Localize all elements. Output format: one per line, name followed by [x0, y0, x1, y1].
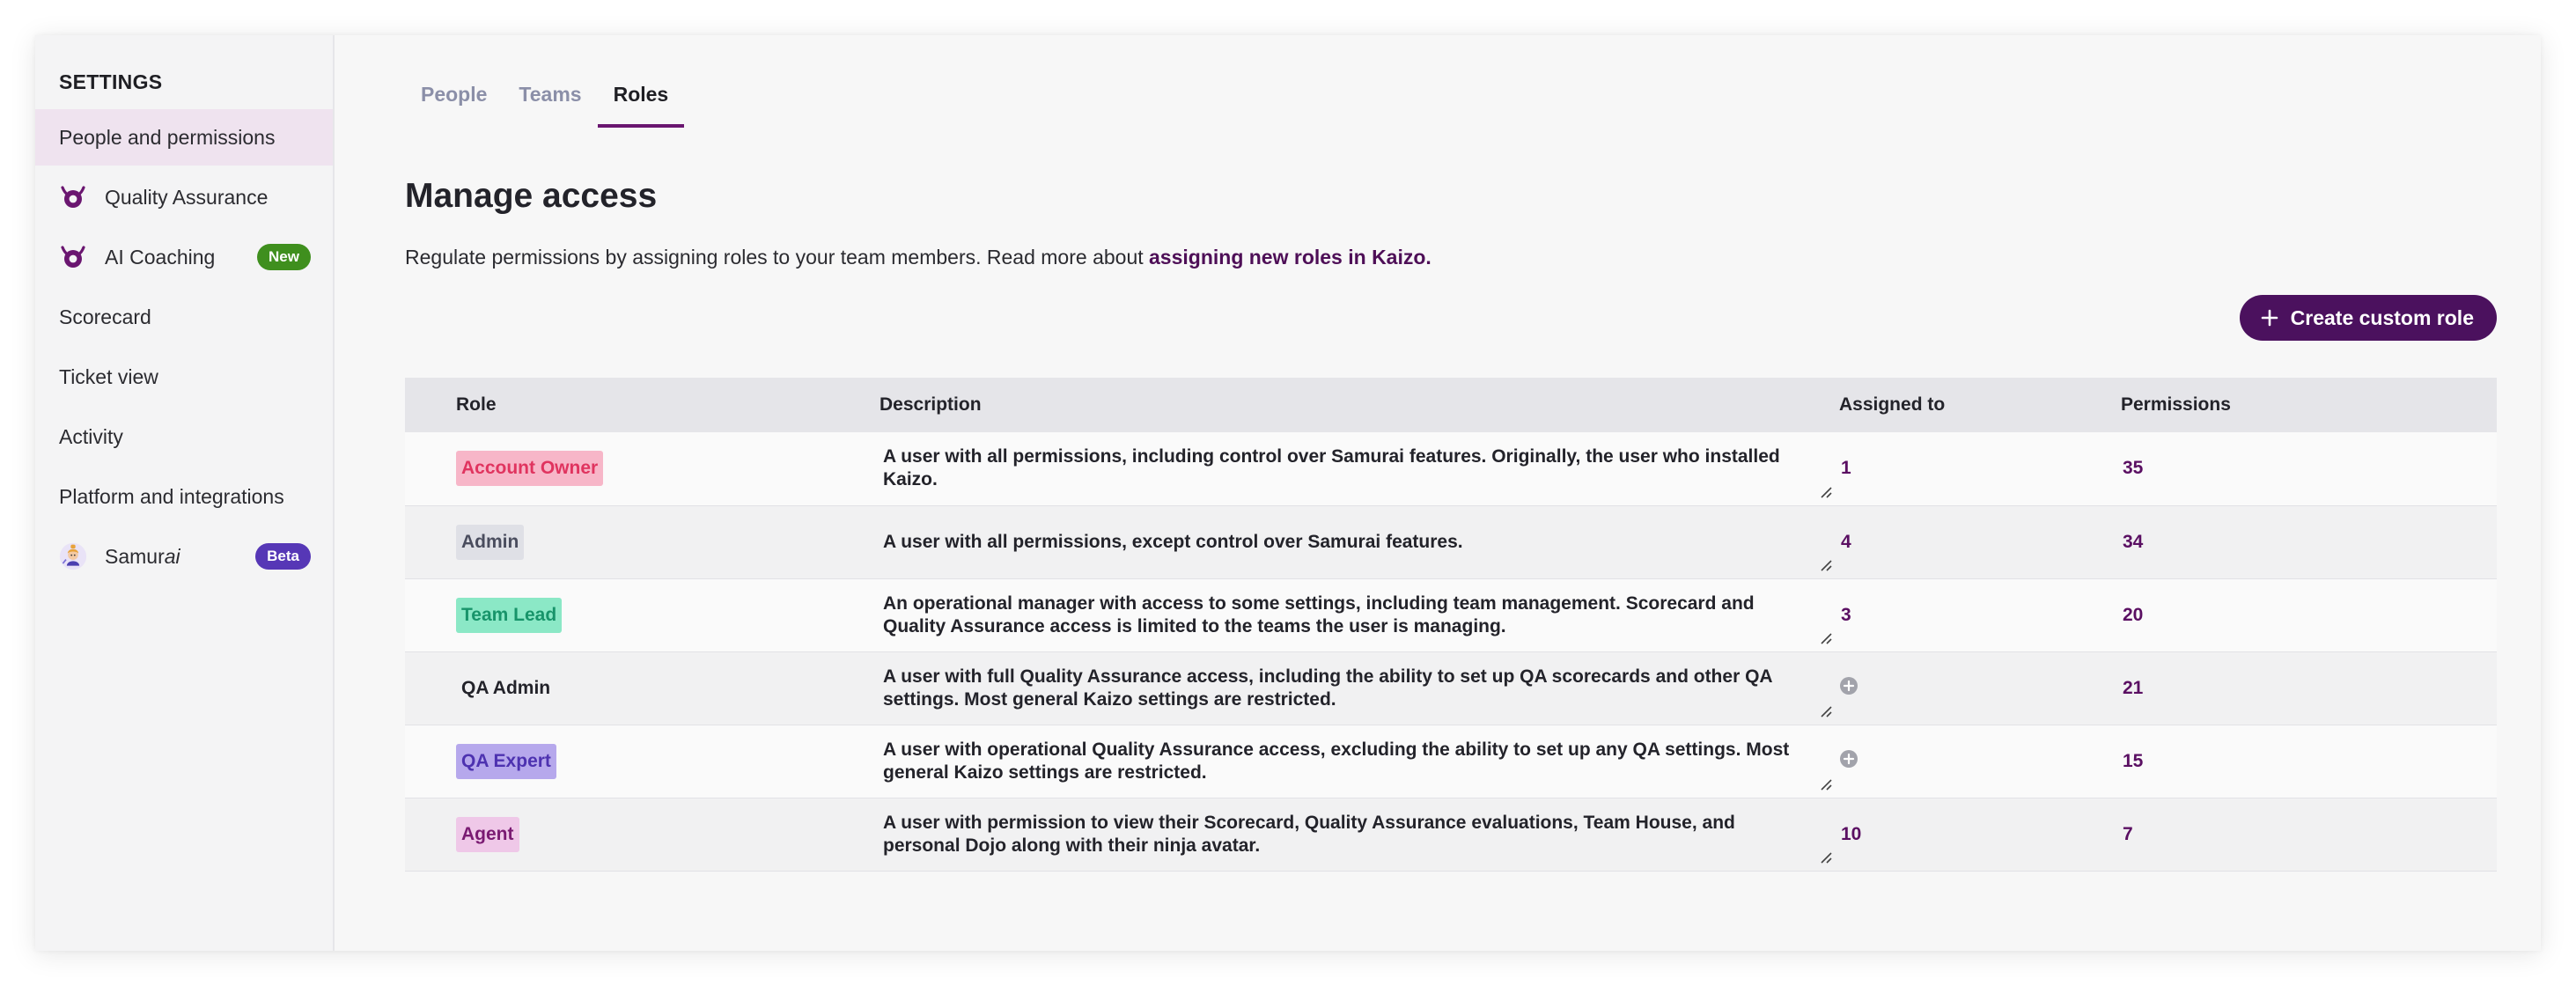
add-assignee-icon[interactable]: [1839, 749, 1858, 769]
sidebar-item-label: People and permissions: [59, 125, 276, 149]
tab-roles[interactable]: Roles: [598, 83, 685, 128]
sidebar-item-label: Scorecard: [59, 305, 151, 328]
sidebar-item-ai-coaching[interactable]: [35, 229, 333, 285]
permissions-count[interactable]: 21: [2123, 677, 2144, 698]
plus-icon: [2261, 309, 2278, 327]
permissions-count[interactable]: 15: [2123, 750, 2144, 771]
assigned-count[interactable]: 10: [1841, 823, 1862, 844]
roles-table: [405, 378, 2497, 872]
sidebar-item-platform-and-integrations[interactable]: [35, 468, 333, 525]
sidebar-item-label: Quality Assurance: [105, 185, 269, 209]
app-window: [35, 35, 2541, 951]
new-badge: New: [257, 244, 311, 270]
permissions-count[interactable]: 35: [2123, 458, 2144, 479]
role-description[interactable]: A user with operational Quality Assurance access, excluding the ability to set up any QA settings. Most general Kaizo settings are restricted.: [883, 739, 1790, 783]
tab-teams[interactable]: Teams: [519, 83, 582, 106]
settings-tabs: [405, 35, 2497, 128]
sidebar-item-activity[interactable]: [35, 408, 333, 465]
table-row[interactable]: [405, 578, 2497, 651]
role-badge[interactable]: Agent: [456, 817, 519, 852]
assigned-count[interactable]: 4: [1841, 531, 1851, 552]
sidebar-item-samurai[interactable]: [35, 528, 333, 585]
page-title: Manage access: [405, 177, 658, 215]
role-badge[interactable]: Admin: [456, 525, 524, 560]
resize-handle-icon[interactable]: [1818, 630, 1832, 644]
page-description: [405, 246, 2497, 272]
role-badge[interactable]: QA Admin: [461, 677, 551, 698]
role-description[interactable]: A user with all permissions, except control over Samurai features.: [883, 531, 1463, 552]
create-custom-role-label: Create custom role: [2290, 305, 2474, 329]
table-row[interactable]: [405, 505, 2497, 578]
resize-handle-icon[interactable]: [1818, 484, 1832, 498]
sidebar-item-label: Activity: [59, 424, 123, 448]
role-badge[interactable]: QA Expert: [456, 744, 556, 779]
sidebar-item-quality-assurance[interactable]: [35, 169, 333, 225]
table-row[interactable]: [405, 651, 2497, 725]
resize-handle-icon[interactable]: [1818, 703, 1832, 717]
role-description[interactable]: A user with full Quality Assurance access, including the ability to set up QA scorecards and other QA settings. Most general Kaizo settings are restricted.: [883, 666, 1772, 710]
role-description[interactable]: A user with permission to view their Scorecard, Quality Assurance evaluations, Team House, and personal Dojo along with their ninja avatar.: [883, 812, 1735, 856]
sidebar-item-label: Platform and integrations: [59, 484, 284, 508]
assigned-count[interactable]: 1: [1841, 458, 1851, 479]
role-description[interactable]: An operational manager with access to some settings, including team management. Scorecard and Quality Assurance access is limited to the teams the user is managing.: [883, 592, 1755, 636]
beta-badge: Beta: [255, 543, 311, 570]
sidebar-item-label: Samurai: [105, 544, 180, 568]
page-description-text: Regulate permissions by assigning roles to your team members. Read more about: [405, 246, 1150, 269]
column-header-permissions: Permissions: [2121, 394, 2231, 415]
sidebar-heading: SETTINGS: [59, 70, 163, 93]
sidebar-item-ticket-view[interactable]: [35, 349, 333, 405]
sidebar-item-label: AI Coaching: [105, 245, 216, 269]
role-description[interactable]: A user with all permissions, including control over Samurai features. Originally, the user who installed Kaizo.: [883, 446, 1780, 490]
samurai-avatar-icon: [59, 542, 87, 570]
column-header-role: Role: [456, 394, 497, 415]
sidebar-item-label: Ticket view: [59, 364, 158, 388]
create-custom-role-button[interactable]: [2240, 295, 2497, 341]
column-header-assigned: Assigned to: [1839, 394, 1946, 415]
sidebar-item-scorecard[interactable]: [35, 289, 333, 345]
main-content: [335, 35, 2541, 951]
table-row[interactable]: [405, 432, 2497, 505]
role-badge[interactable]: Team Lead: [456, 598, 562, 633]
role-badge[interactable]: Account Owner: [456, 451, 603, 486]
kaizo-logo-icon: [59, 243, 87, 271]
resize-handle-icon[interactable]: [1818, 776, 1832, 791]
resize-handle-icon[interactable]: [1818, 557, 1832, 571]
add-assignee-icon[interactable]: [1839, 676, 1858, 695]
table-row[interactable]: [405, 725, 2497, 798]
permissions-count[interactable]: 34: [2123, 531, 2144, 552]
permissions-count[interactable]: 20: [2123, 604, 2144, 625]
settings-sidebar: [35, 35, 335, 951]
table-actions: [405, 272, 2497, 378]
tab-people[interactable]: People: [421, 83, 488, 106]
table-header-row: [405, 378, 2497, 432]
table-row[interactable]: [405, 798, 2497, 871]
assigning-roles-link[interactable]: assigning new roles in Kaizo.: [1149, 246, 1432, 269]
resize-handle-icon[interactable]: [1818, 850, 1832, 864]
permissions-count[interactable]: 7: [2123, 823, 2133, 844]
sidebar-item-people-and-permissions[interactable]: [35, 109, 333, 166]
assigned-count[interactable]: 3: [1841, 604, 1851, 625]
column-header-description: Description: [880, 394, 982, 415]
kaizo-logo-icon: [59, 183, 87, 211]
